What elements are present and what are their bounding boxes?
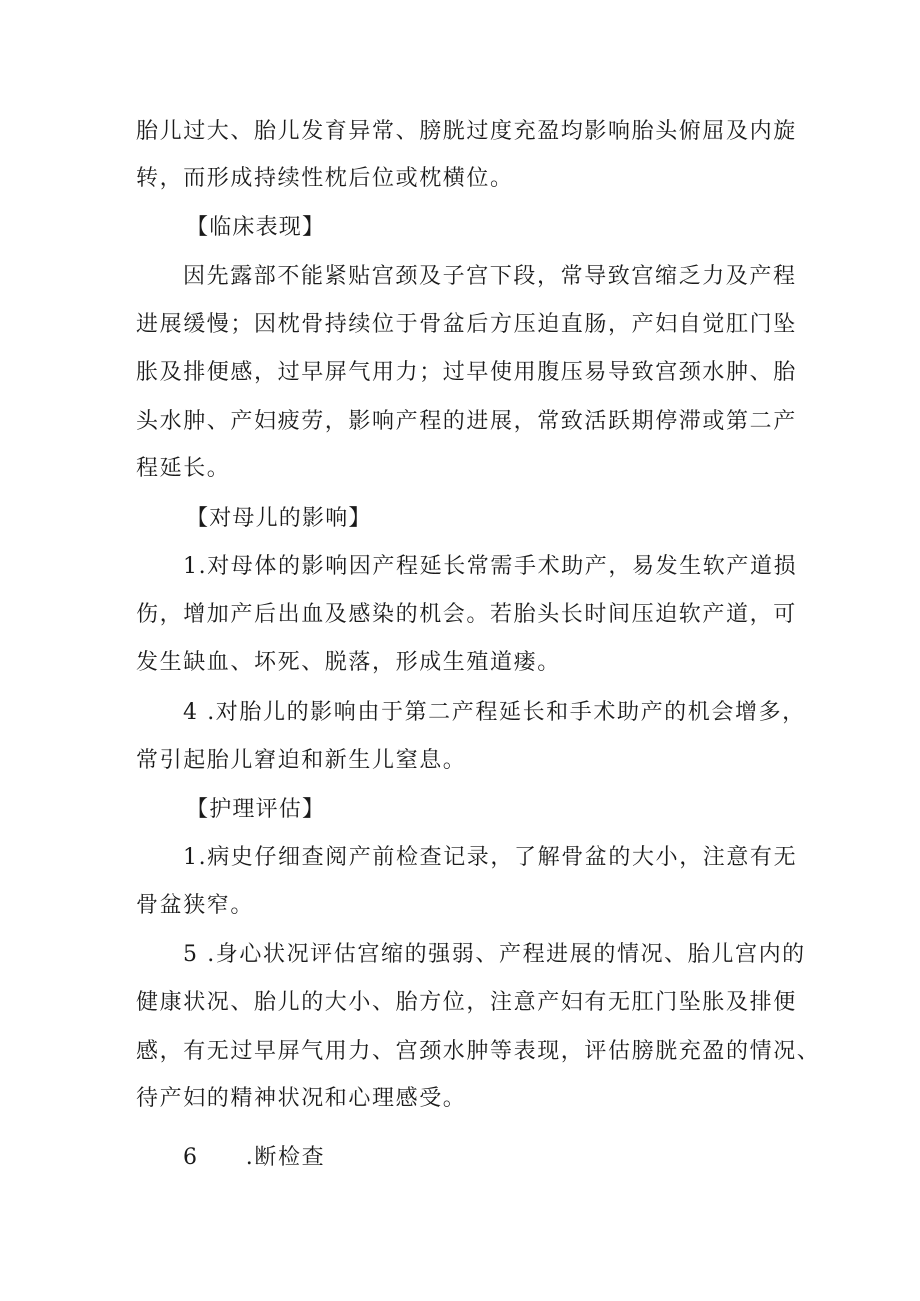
text-line: 待产妇的精神状况和心理感受。 [136,1086,467,1111]
section-heading-nursing-assessment: 【护理评估】 [186,797,326,822]
text-line: 胎儿过大、胎儿发育异常、膀胱过度充盈均影响胎头俯屈及内旋 [136,119,797,144]
text-line: 发生缺血、坏死、脱落，形成生殖道瘘。 [136,650,561,675]
text-line: 骨盆狭窄。 [136,893,255,918]
section-heading-maternal-fetal-impact: 【对母儿的影响】 [186,506,372,531]
text-line: 4 .对胎儿的影响由于第二产程延长和手术助产的机会增多， [183,700,806,725]
text-line: 感，有无过早屏气用力、宫颈水肿等表现，评估膀胱充盈的情况、 [136,1039,821,1064]
text-line: 1.对母体的影响因产程延长常需手术助产，易发生软产道损 [183,554,798,579]
text-line: 进展缓慢；因枕骨持续位于骨盆后方压迫直肠，产妇自觉肛门坠 [136,312,797,337]
section-heading-clinical-manifestation: 【临床表现】 [186,215,326,240]
text-line: 5 .身心状况评估宫缩的强弱、产程进展的情况、胎儿宫内的 [183,942,806,967]
text-line: 常引起胎儿窘迫和新生儿窒息。 [136,748,467,773]
text-line: 6 .断检查 [183,1145,326,1170]
text-line: 转，而形成持续性枕后位或枕横位。 [136,166,514,191]
text-line: 因先露部不能紧贴宫颈及子宫下段，常导致宫缩乏力及产程 [183,264,797,289]
text-line: 胀及排便感，过早屏气用力；过早使用腹压易导致宫颈水肿、胎 [136,360,797,385]
text-line: 1.病史仔细查阅产前检查记录，了解骨盆的大小，注意有无 [183,845,798,870]
text-line: 健康状况、胎儿的大小、胎方位，注意产妇有无肛门坠胀及排便 [136,990,797,1015]
text-line: 程延长。 [136,456,231,481]
text-line: 头水肿、产妇疲劳，影响产程的进展，常致活跃期停滞或第二产 [136,409,797,434]
text-line: 伤，增加产后出血及感染的机会。若胎头长时间压迫软产道，可 [136,602,797,627]
